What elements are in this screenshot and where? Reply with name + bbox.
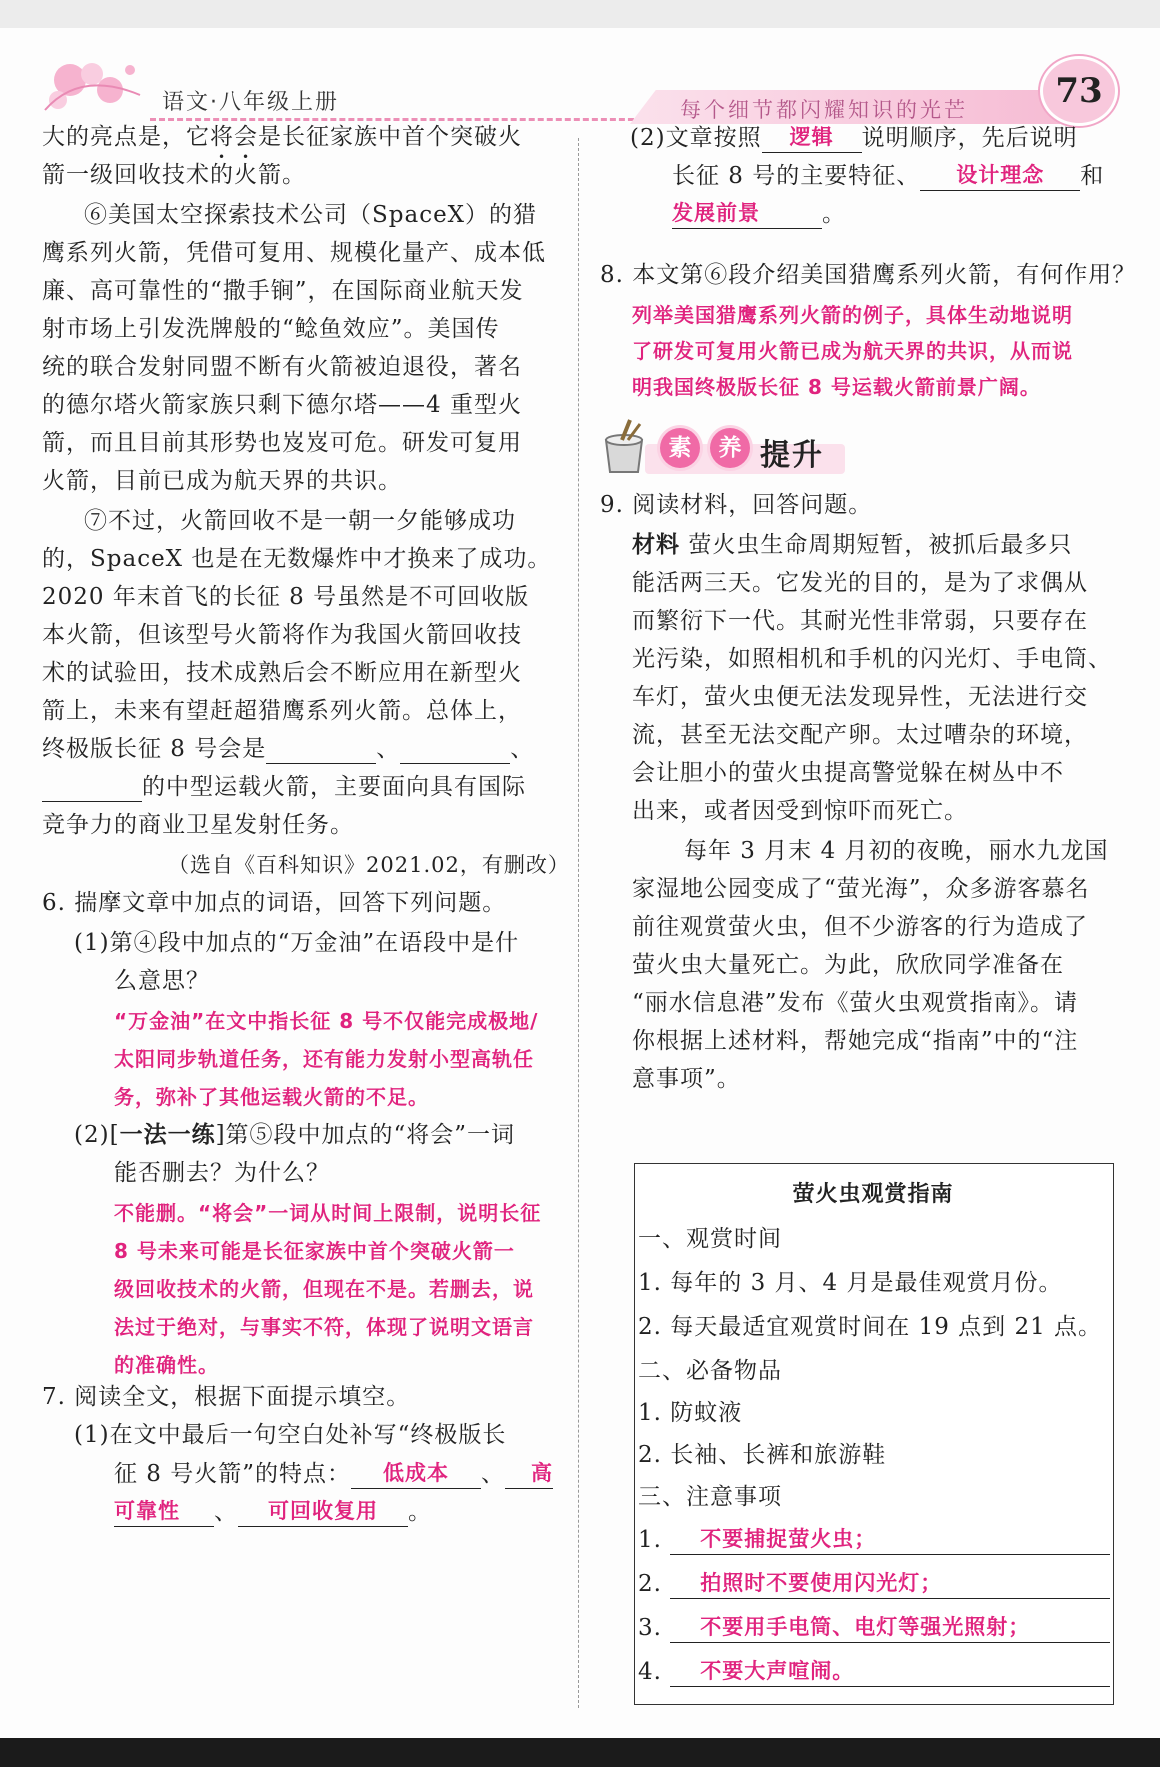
guide-line: 三、注意事项 xyxy=(638,1484,782,1510)
para7-line: 本火箭，但该型号火箭将作为我国火箭回收技 xyxy=(42,622,522,648)
guide-line: 一、观赏时间 xyxy=(638,1226,782,1252)
floral-ornament-icon xyxy=(40,50,150,120)
section-badge: 素 xyxy=(660,428,700,468)
para6-line: 火箭，目前已成为航天界的共识。 xyxy=(42,468,402,494)
para6-line: 的德尔塔火箭家族只剩下德尔塔——4 重型火 xyxy=(42,392,522,418)
guide-answer-blank[interactable]: 不要用手电筒、电灯等强光照射； xyxy=(670,1612,1110,1643)
answer-6-1: 太阳同步轨道任务，还有能力发射小型高轨任 xyxy=(114,1047,534,1071)
brush-bucket-icon xyxy=(600,418,648,474)
answer-7-2-blank[interactable]: 设计理念 xyxy=(920,160,1080,191)
material-line: 会让胆小的萤火虫提高警觉躲在树丛中不 xyxy=(632,760,1064,786)
guide-item: 1. 不要捕捉萤火虫； xyxy=(638,1524,1110,1555)
source-citation: （选自《百科知识》2021.02，有删改） xyxy=(168,853,570,877)
header-slogan: 每个细节都闪耀知识的光芒 xyxy=(680,98,968,122)
para6-line: 统的联合发射同盟不断有火箭被迫退役，著名 xyxy=(42,354,522,380)
para5-tail-line1: 大的亮点是，它将会是长征家族中首个突破火 xyxy=(42,124,522,150)
question-7-2: 发展前景 。 xyxy=(672,198,846,229)
question-6: 6. 揣摩文章中加点的词语，回答下列问题。 xyxy=(42,890,507,916)
method-tag: 一法一练 xyxy=(119,1122,216,1148)
fill-blank[interactable] xyxy=(400,739,510,764)
question-7-1-fill: 征 8 号火箭”的特点： 低成本 、 高 xyxy=(114,1458,553,1489)
section-title: 提升 xyxy=(760,438,824,473)
fill-blank[interactable] xyxy=(42,777,142,802)
answer-8: 了研发可复用火箭已成为航天界的共识，从而说 xyxy=(632,339,1073,363)
question-6-2: 能否删去？为什么？ xyxy=(114,1160,330,1186)
bottom-edge xyxy=(0,1738,1160,1767)
question-6-1: 么意思？ xyxy=(114,968,210,994)
material-line: 光污染，如照相机和手机的闪光灯、手电筒、 xyxy=(632,646,1112,672)
para5-tail-line2: 箭一级回收技术的火箭。 xyxy=(42,162,306,188)
para7-line: 2020 年末首飞的长征 8 号虽然是不可回收版 xyxy=(42,584,530,610)
answer-7-1-blank[interactable]: 低成本 xyxy=(351,1458,481,1489)
answer-7-2-blank[interactable]: 逻辑 xyxy=(762,122,862,153)
emphasis-word: 将会 xyxy=(210,124,258,150)
answer-6-2: 法过于绝对，与事实不符，体现了说明文语言 xyxy=(114,1315,534,1339)
material-line: 能活两三天。它发光的目的，是为了求偶从 xyxy=(632,570,1088,596)
question-7-1-fill: 可靠性 、 可回收复用 。 xyxy=(114,1496,432,1527)
material-line: 车灯，萤火虫便无法发现异性，无法进行交 xyxy=(632,684,1088,710)
context-line: 你根据上述材料，帮她完成“指南”中的“注 xyxy=(632,1028,1079,1054)
guide-line: 1. 防蚊液 xyxy=(638,1400,743,1426)
context-line: 萤火虫大量死亡。为此，欣欣同学准备在 xyxy=(632,952,1064,978)
answer-6-1: “万金油”在文中指长征 8 号不仅能完成极地/ xyxy=(114,1009,539,1033)
guide-line: 二、必备物品 xyxy=(638,1358,782,1384)
guide-line: 2. 每天最适宜观赏时间在 19 点到 21 点。 xyxy=(638,1314,1103,1340)
question-7-1: (1)在文中最后一句空白处补写“终极版长 xyxy=(74,1422,507,1448)
para6-line: 射市场上引发洗牌般的“鲶鱼效应”。美国传 xyxy=(42,316,500,342)
header-subject: 语文·八年级上册 xyxy=(162,90,339,115)
context-line: 前往观赏萤火虫，但不少游客的行为造成了 xyxy=(632,914,1088,940)
para6-line: 鹰系列火箭，凭借可复用、规模化量产、成本低 xyxy=(42,240,546,266)
answer-6-2: 级回收技术的火箭，但现在不是。若删去，说 xyxy=(114,1277,534,1301)
para7-line: ⑦不过，火箭回收不是一朝一夕能够成功 xyxy=(84,508,516,534)
guide-answer-blank[interactable]: 不要捕捉萤火虫； xyxy=(670,1524,1110,1555)
para7-blank-line2: 的中型运载火箭，主要面向具有国际 xyxy=(42,772,526,802)
answer-6-2: 8 号未来可能是长征家族中首个突破火箭一 xyxy=(114,1239,515,1263)
question-8: 8. 本文第⑥段介绍美国猎鹰系列火箭，有何作用？ xyxy=(600,262,1137,288)
section-badge: 养 xyxy=(710,428,750,468)
header-divider xyxy=(150,118,670,121)
context-line: 家湿地公园变成了“萤光海”，众多游客慕名 xyxy=(632,876,1090,902)
answer-8: 明我国终极版长征 8 号运载火箭前景广阔。 xyxy=(632,375,1041,399)
material-label: 材料 xyxy=(632,532,680,558)
answer-7-1-blank[interactable]: 可回收复用 xyxy=(238,1496,408,1527)
context-line: 每年 3 月末 4 月初的夜晚，丽水九龙国 xyxy=(684,838,1109,864)
guide-title: 萤火虫观赏指南 xyxy=(792,1182,954,1207)
guide-item: 2. 拍照时不要使用闪光灯； xyxy=(638,1568,1110,1599)
para7-line: 箭上，未来有望赶超猎鹰系列火箭。总体上， xyxy=(42,698,522,724)
fill-blank[interactable] xyxy=(266,739,376,764)
para6-line: 箭，而且目前其形势也岌岌可危。研发可复用 xyxy=(42,430,522,456)
material-line: 出来，或者因受到惊吓而死亡。 xyxy=(632,798,968,824)
material-line: 而繁衍下一代。其耐光性非常弱，只要存在 xyxy=(632,608,1088,634)
question-7-2: (2)文章按照 逻辑 说明顺序，先后说明 xyxy=(630,122,1078,153)
page-number: 73 xyxy=(1040,56,1118,126)
para7-line: 竞争力的商业卫星发射任务。 xyxy=(42,812,354,838)
answer-7-1-blank[interactable]: 高 xyxy=(505,1458,553,1489)
para7-blank-line: 终极版长征 8 号会是 、 、 xyxy=(42,736,535,762)
question-7: 7. 阅读全文，根据下面提示填空。 xyxy=(42,1384,411,1410)
guide-line: 1. 每年的 3 月、4 月是最佳观赏月份。 xyxy=(638,1270,1063,1296)
question-6-2: (2)[一法一练]第⑤段中加点的“将会”一词 xyxy=(74,1122,516,1148)
guide-answer-blank[interactable]: 拍照时不要使用闪光灯； xyxy=(670,1568,1110,1599)
guide-answer-blank[interactable]: 不要大声喧闹。 xyxy=(670,1656,1110,1687)
context-line: 意事项”。 xyxy=(632,1066,741,1092)
answer-6-2: 的准确性。 xyxy=(114,1353,219,1377)
guide-item: 4. 不要大声喧闹。 xyxy=(638,1656,1110,1687)
answer-7-1-blank[interactable]: 可靠性 xyxy=(114,1496,214,1527)
guide-item: 3. 不要用手电筒、电灯等强光照射； xyxy=(638,1612,1110,1643)
para7-line: 的，SpaceX 也是在无数爆炸中才换来了成功。 xyxy=(42,546,552,572)
answer-6-1: 务，弥补了其他运载火箭的不足。 xyxy=(114,1085,429,1109)
answer-7-2-blank[interactable]: 发展前景 xyxy=(672,198,822,229)
question-9: 9. 阅读材料，回答问题。 xyxy=(600,492,873,518)
para6-line: 廉、高可靠性的“撒手锏”，在国际商业航天发 xyxy=(42,278,524,304)
answer-6-2: 不能删。“将会”一词从时间上限制，说明长征 xyxy=(114,1201,542,1225)
guide-line: 2. 长袖、长裤和旅游鞋 xyxy=(638,1442,887,1468)
column-divider xyxy=(578,138,579,1708)
material-line: 流，甚至无法交配产卵。太过嘈杂的环境， xyxy=(632,722,1088,748)
question-7-2: 长征 8 号的主要特征、 设计理念 和 xyxy=(672,160,1104,191)
para6-line: ⑥美国太空探索技术公司（SpaceX）的猎 xyxy=(84,202,538,228)
question-6-1: (1)第④段中加点的“万金油”在语段中是什 xyxy=(74,930,520,956)
material-line: 材料 萤火虫生命周期短暂，被抓后最多只 xyxy=(632,532,1073,558)
context-line: “丽水信息港”发布《萤火虫观赏指南》。请 xyxy=(632,990,1079,1016)
answer-8: 列举美国猎鹰系列火箭的例子，具体生动地说明 xyxy=(632,303,1073,327)
para7-line: 术的试验田，技术成熟后会不断应用在新型火 xyxy=(42,660,522,686)
